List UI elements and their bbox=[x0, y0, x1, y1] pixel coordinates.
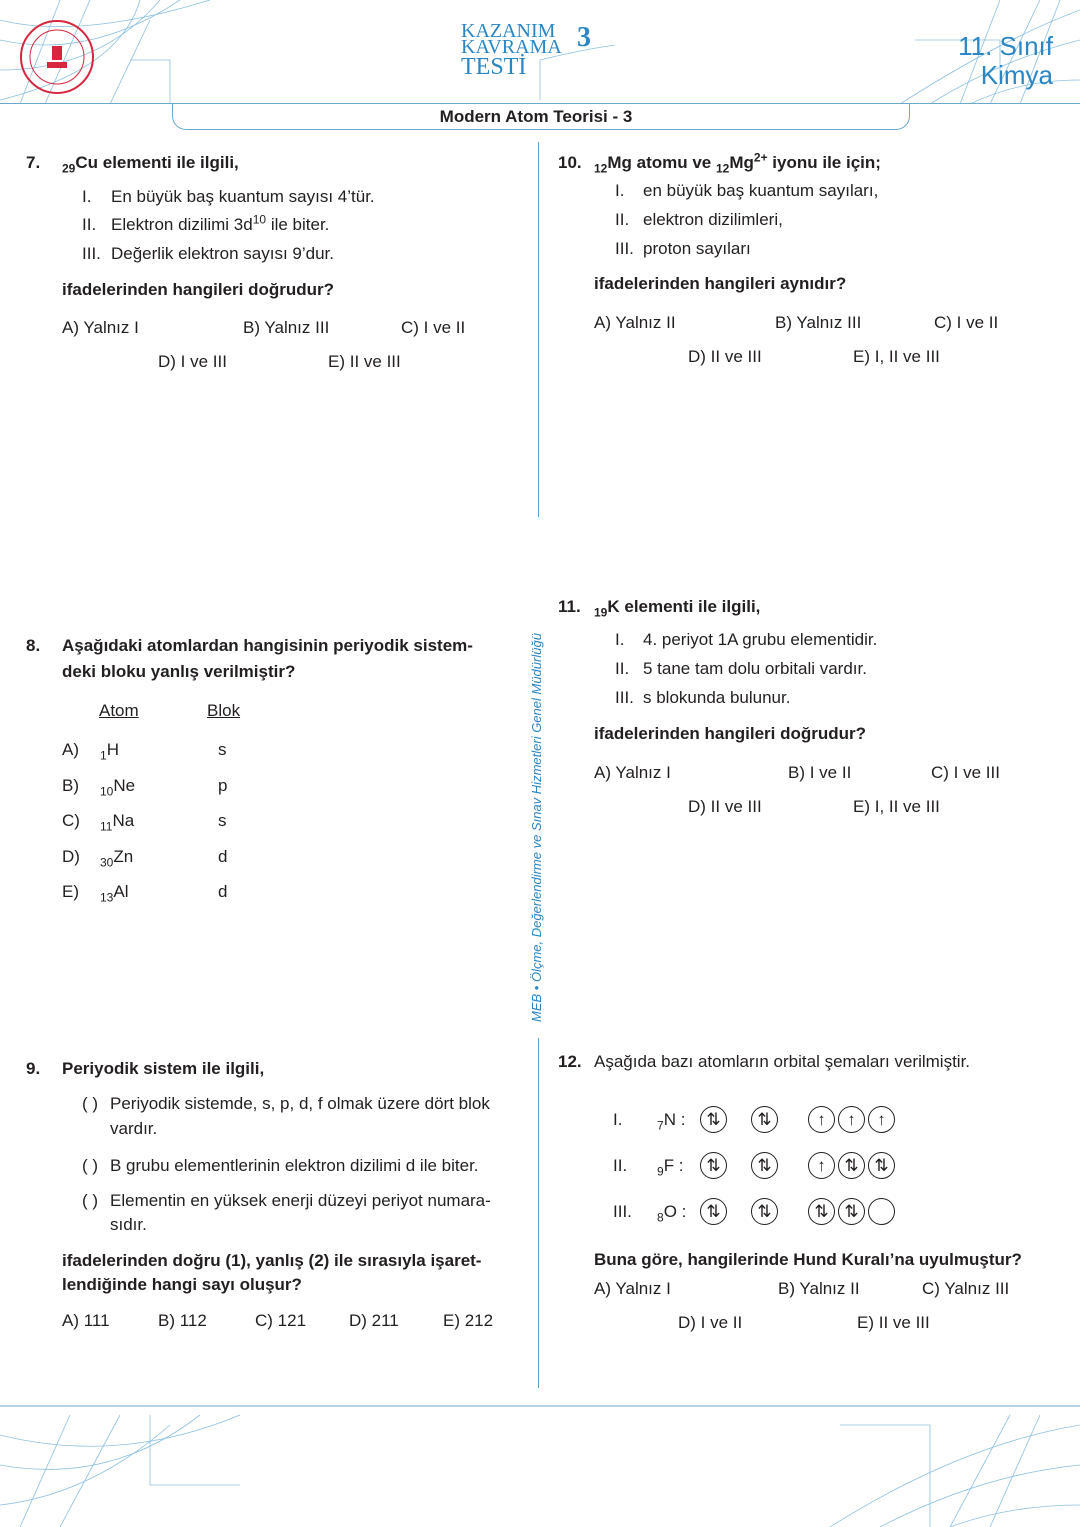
q8-option-letter[interactable]: D) bbox=[62, 847, 80, 866]
q9-option-b[interactable]: B) 112 bbox=[158, 1311, 207, 1330]
charge: 2+ bbox=[753, 150, 768, 165]
orbital-box: ⇅ bbox=[700, 1152, 727, 1179]
text: ile biter. bbox=[266, 215, 330, 234]
q9-number: 9. bbox=[26, 1059, 41, 1078]
q10-number: 10. bbox=[558, 153, 582, 172]
q10-option-d[interactable]: D) II ve III bbox=[688, 347, 762, 366]
atomic-number: 10 bbox=[100, 784, 114, 799]
q8-atom bbox=[100, 775, 135, 797]
q12-prompt: Buna göre, hangilerinde Hund Kuralı’na uyulmuştur? bbox=[594, 1250, 1022, 1269]
q9-statement: B grubu elementlerinin elektron dizilimi d ile biter. bbox=[110, 1156, 479, 1175]
q11-item-numeral: III. bbox=[615, 688, 634, 707]
q11-option-e[interactable]: E) I, II ve III bbox=[853, 797, 940, 816]
atomic-number: 8 bbox=[657, 1210, 664, 1225]
atomic-number: 9 bbox=[657, 1164, 664, 1179]
q9-option-c[interactable]: C) 121 bbox=[255, 1311, 307, 1330]
q9-title: Periyodik sistem ile ilgili, bbox=[62, 1059, 265, 1078]
element-symbol: N : bbox=[663, 1110, 686, 1129]
orbital-box: ⇅ bbox=[868, 1152, 895, 1179]
q8-atom bbox=[100, 810, 134, 832]
q11-option-b[interactable]: B) I ve II bbox=[788, 763, 852, 782]
column-divider bbox=[538, 142, 539, 517]
q10-item-text: en büyük baş kuantum sayıları, bbox=[643, 181, 879, 200]
q9-prompt: lendiğinde hangi sayı oluşur? bbox=[62, 1275, 302, 1294]
orbital-box: ⇅ bbox=[700, 1198, 727, 1225]
q8-atom bbox=[100, 739, 119, 761]
q10-title bbox=[594, 152, 881, 174]
q9-option-d[interactable]: D) 211 bbox=[349, 1311, 399, 1330]
atomic-number: 12 bbox=[715, 161, 730, 176]
q7-option-e[interactable]: E) II ve III bbox=[328, 352, 401, 371]
q10-item-numeral: I. bbox=[615, 181, 625, 200]
orbital-box: ↑ bbox=[868, 1106, 895, 1133]
q10-item-text: elektron dizilimleri, bbox=[643, 210, 783, 229]
q11-item-numeral: I. bbox=[615, 630, 625, 649]
brand-line3: TESTİ bbox=[461, 54, 527, 80]
q12-atom-label bbox=[657, 1109, 685, 1131]
q10-option-c[interactable]: C) I ve II bbox=[934, 313, 999, 332]
q8-block: s bbox=[218, 740, 227, 759]
q9-prompt: ifadelerinden doğru (1), yanlış (2) ile sırasıyla işaret- bbox=[62, 1251, 482, 1270]
brand-line2: KAVRAMA bbox=[461, 36, 562, 58]
q8-title: Aşağıdaki atomlardan hangisinin periyodik sistem- bbox=[62, 636, 473, 655]
atomic-number: 19 bbox=[594, 605, 608, 620]
q12-atom-label bbox=[657, 1201, 686, 1223]
q7-item-text: En büyük baş kuantum sayısı 4’tür. bbox=[111, 187, 375, 206]
q10-item-numeral: II. bbox=[615, 210, 630, 229]
q9-statement: vardır. bbox=[110, 1119, 158, 1138]
atomic-number: 11 bbox=[100, 819, 113, 834]
q10-option-a[interactable]: A) Yalnız II bbox=[594, 313, 676, 332]
q9-statement: sıdır. bbox=[110, 1215, 147, 1234]
test-number: 3 bbox=[577, 22, 591, 53]
q7-option-c[interactable]: C) I ve II bbox=[401, 318, 466, 337]
q11-item-text: 4. periyot 1A grubu elementidir. bbox=[643, 630, 878, 649]
q7-item-text bbox=[111, 214, 329, 236]
orbital-box: ↑ bbox=[808, 1106, 835, 1133]
grade-label: 11. Sınıf bbox=[958, 31, 1053, 61]
q8-block: d bbox=[218, 847, 228, 866]
q8-option-letter[interactable]: A) bbox=[62, 740, 79, 759]
q7-number: 7. bbox=[26, 153, 41, 172]
q8-header-block: Blok bbox=[207, 701, 241, 720]
q7-item-numeral: III. bbox=[82, 244, 101, 263]
q12-title: Aşağıda bazı atomların orbital şemaları verilmiştir. bbox=[594, 1052, 971, 1071]
text: Elektron dizilimi 3d bbox=[111, 215, 253, 234]
q9-option-e[interactable]: E) 212 bbox=[443, 1311, 494, 1330]
q12-row-numeral: III. bbox=[613, 1202, 632, 1221]
q8-block: s bbox=[218, 811, 227, 830]
element-symbol: Na bbox=[112, 811, 135, 830]
q7-item-numeral: I. bbox=[82, 187, 92, 206]
q8-number: 8. bbox=[26, 636, 41, 655]
element-symbol: F : bbox=[663, 1156, 684, 1175]
q7-item-text: Değerlik elektron sayısı 9’dur. bbox=[111, 244, 334, 263]
element-symbol: Zn bbox=[113, 847, 134, 866]
q9-statement: Periyodik sistemde, s, p, d, f olmak üzere dört blok bbox=[110, 1094, 490, 1113]
q12-option-e[interactable]: E) II ve III bbox=[857, 1313, 930, 1332]
orbital-box: ⇅ bbox=[751, 1106, 778, 1133]
q7-option-b[interactable]: B) Yalnız III bbox=[243, 318, 330, 337]
q10-item-text: proton sayıları bbox=[643, 239, 751, 258]
orbital-box: ⇅ bbox=[751, 1198, 778, 1225]
q8-atom bbox=[100, 846, 133, 868]
orbital-box: ↑ bbox=[808, 1152, 835, 1179]
orbital-box: ⇅ bbox=[751, 1152, 778, 1179]
q9-answer-blank[interactable]: ( ) bbox=[82, 1156, 99, 1175]
q7-option-d[interactable]: D) I ve III bbox=[158, 352, 227, 371]
q8-header-atom: Atom bbox=[99, 701, 139, 720]
element-symbol: Ne bbox=[113, 776, 136, 795]
superscript: 10 bbox=[252, 212, 267, 227]
q11-option-d[interactable]: D) II ve III bbox=[688, 797, 762, 816]
text: K elementi ile ilgili, bbox=[607, 597, 761, 616]
orbital-box bbox=[868, 1198, 895, 1225]
atomic-number: 30 bbox=[100, 855, 114, 870]
orbital-box: ⇅ bbox=[838, 1198, 865, 1225]
q11-title bbox=[594, 596, 760, 618]
q7-prompt: ifadelerinden hangileri doğrudur? bbox=[62, 280, 335, 299]
q8-block: d bbox=[218, 882, 228, 901]
element-symbol: H bbox=[106, 740, 119, 759]
q12-row-numeral: I. bbox=[613, 1110, 623, 1129]
q10-prompt: ifadelerinden hangileri aynıdır? bbox=[594, 274, 847, 293]
atomic-number: 7 bbox=[657, 1118, 664, 1133]
text: iyonu ile için; bbox=[767, 153, 881, 172]
q12-option-d[interactable]: D) I ve II bbox=[678, 1313, 743, 1332]
q10-option-e[interactable]: E) I, II ve III bbox=[853, 347, 940, 366]
page-title: Modern Atom Teorisi - 3 bbox=[439, 107, 633, 126]
brand-line1: KAZANIM bbox=[461, 20, 556, 42]
atomic-number: 1 bbox=[100, 748, 107, 763]
q8-title: deki bloku yanlış verilmiştir? bbox=[62, 662, 296, 681]
q9-option-a[interactable]: A) 111 bbox=[62, 1311, 110, 1330]
q11-number: 11. bbox=[558, 597, 581, 616]
q7-item-numeral: II. bbox=[82, 215, 97, 234]
orbital-box: ⇅ bbox=[838, 1152, 865, 1179]
subject-label: Kimya bbox=[980, 60, 1053, 90]
q9-answer-blank[interactable]: ( ) bbox=[82, 1191, 99, 1210]
orbital-box: ↑ bbox=[838, 1106, 865, 1133]
atomic-number: 12 bbox=[594, 161, 608, 176]
q12-atom-label bbox=[657, 1155, 684, 1177]
q12-option-c[interactable]: C) Yalnız III bbox=[922, 1279, 1010, 1298]
q10-item-numeral: III. bbox=[615, 239, 634, 258]
orbital-box: ⇅ bbox=[808, 1198, 835, 1225]
q11-item-text: s blokunda bulunur. bbox=[643, 688, 791, 707]
publisher-side-text: MEB • Ölçme, Değerlendirme ve Sınav Hizmetleri Genel Müdürlüğü bbox=[529, 633, 544, 1022]
q11-prompt: ifadelerinden hangileri doğrudur? bbox=[594, 724, 867, 743]
footer-decoration bbox=[0, 1405, 1080, 1527]
q12-option-a[interactable]: A) Yalnız I bbox=[594, 1279, 671, 1298]
q8-atom bbox=[100, 881, 128, 903]
q8-option-letter[interactable]: B) bbox=[62, 776, 79, 795]
element-symbol: O : bbox=[663, 1202, 687, 1221]
q10-option-b[interactable]: B) Yalnız III bbox=[775, 313, 862, 332]
q7-title-text: Cu elementi ile ilgili, bbox=[75, 153, 239, 172]
element-symbol: Al bbox=[113, 882, 129, 901]
q8-block: p bbox=[218, 776, 228, 795]
atomic-number: 29 bbox=[62, 161, 76, 176]
q11-option-a[interactable]: A) Yalnız I bbox=[594, 763, 671, 782]
q9-answer-blank[interactable]: ( ) bbox=[82, 1094, 99, 1113]
q12-option-b[interactable]: B) Yalnız II bbox=[778, 1279, 860, 1298]
orbital-box: ⇅ bbox=[700, 1106, 727, 1133]
q9-statement: Elementin en yüksek enerji düzeyi periyot numara- bbox=[110, 1191, 491, 1210]
q12-row-numeral: II. bbox=[613, 1156, 628, 1175]
column-divider bbox=[538, 1038, 539, 1388]
text: Mg bbox=[729, 153, 754, 172]
atomic-number: 13 bbox=[100, 890, 114, 905]
q7-option-a[interactable]: A) Yalnız I bbox=[62, 318, 139, 337]
text: Mg atomu ve bbox=[607, 153, 716, 172]
q8-option-letter[interactable]: C) bbox=[62, 811, 80, 830]
q11-item-text: 5 tane tam dolu orbitali vardır. bbox=[643, 659, 867, 678]
q8-option-letter[interactable]: E) bbox=[62, 882, 79, 901]
q12-number: 12. bbox=[558, 1052, 582, 1071]
q11-option-c[interactable]: C) I ve III bbox=[931, 763, 1000, 782]
q7-title bbox=[62, 152, 239, 174]
q11-item-numeral: II. bbox=[615, 659, 630, 678]
